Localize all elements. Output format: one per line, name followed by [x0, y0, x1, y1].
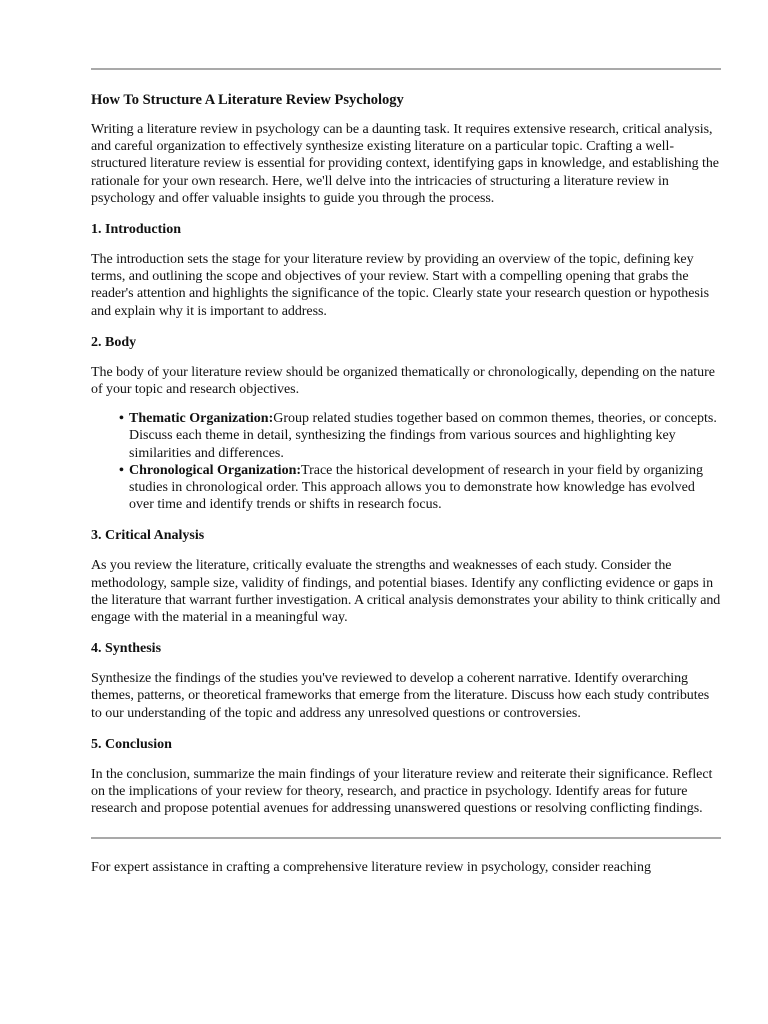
list-item-text: Trace the historical development of research in your field by organizing studies in chronological order. This approach allows you to demonstrate how knowledge has evolved over time and identify trends or shifts in research focus.	[129, 462, 704, 513]
section-text-conclusion: In the conclusion, summarize the main findings of your literature review and reiterate their significance. Reflect on the implications of your review for theory, research, and practice in psychology. Identify areas for future research and propose potential avenues for addressing unanswered questions or resolving conflicting findings.	[91, 766, 713, 817]
section-heading-synthesis: 4. Synthesis	[91, 641, 162, 657]
organization-list	[91, 410, 721, 513]
list-item	[119, 462, 721, 514]
bottom-divider	[91, 837, 721, 839]
closing-paragraph: For expert assistance in crafting a comprehensive literature review in psychology, consider reaching	[91, 860, 652, 876]
section-text-critical-analysis: As you review the literature, critically evaluate the strengths and weaknesses of each study. Consider the methodology, sample size, validity of findings, and potential biases. Identify any conflicting evidence or gaps in the literature that warrant further investigation. A critical analysis demonstrates your ability to think critically and engage with the material in a meaningful way.	[91, 558, 721, 626]
section-heading-critical-analysis: 3. Critical Analysis	[91, 528, 205, 544]
top-divider	[91, 68, 721, 70]
intro-paragraph: Writing a literature review in psychology can be a daunting task. It requires extensive research, critical analysis, and careful organization to effectively synthesize existing literature on a particular topic. Crafting a well-structured literature review is essential for providing context, identifying gaps in knowledge, and establishing the rationale for your own research. Here, we'll delve into the intricacies of structuring a literature review in psychology and offer valuable insights to guide you through the process.	[91, 122, 719, 206]
section-heading-introduction: 1. Introduction	[91, 222, 181, 238]
list-item	[119, 410, 721, 462]
list-item-term: Thematic Organization:	[129, 411, 274, 427]
list-item-text: Group related studies together based on common themes, theories, or concepts. Discuss each theme in detail, synthesizing the findings from various sources and highlighting key similarities and differences.	[129, 411, 717, 461]
bullet-icon: •	[119, 462, 124, 478]
section-text-introduction: The introduction sets the stage for your literature review by providing an overview of the topic, defining key terms, and outlining the scope and objectives of your review. Start with a compelling opening that grabs the reader's attention and highlights the significance of the topic. Clearly state your research question or hypothesis and explain why it is important to address.	[91, 252, 710, 319]
document-title: How To Structure A Literature Review Psychology	[91, 92, 404, 108]
list-item-term: Chronological Organization:	[129, 462, 302, 478]
document-page	[91, 0, 721, 877]
bullet-icon: •	[119, 411, 124, 427]
section-text-body: The body of your literature review should be organized thematically or chronologically, depending on the nature of your topic and research objectives.	[91, 364, 715, 398]
section-heading-body: 2. Body	[91, 334, 137, 350]
section-text-synthesis: Synthesize the findings of the studies you've reviewed to develop a coherent narrative. Identify overarching themes, patterns, or theoretical frameworks that emerge from the literature. Discuss how each study contributes to our understanding of the topic and address any unresolved questions or controversies.	[91, 671, 710, 721]
section-heading-conclusion: 5. Conclusion	[91, 736, 172, 752]
